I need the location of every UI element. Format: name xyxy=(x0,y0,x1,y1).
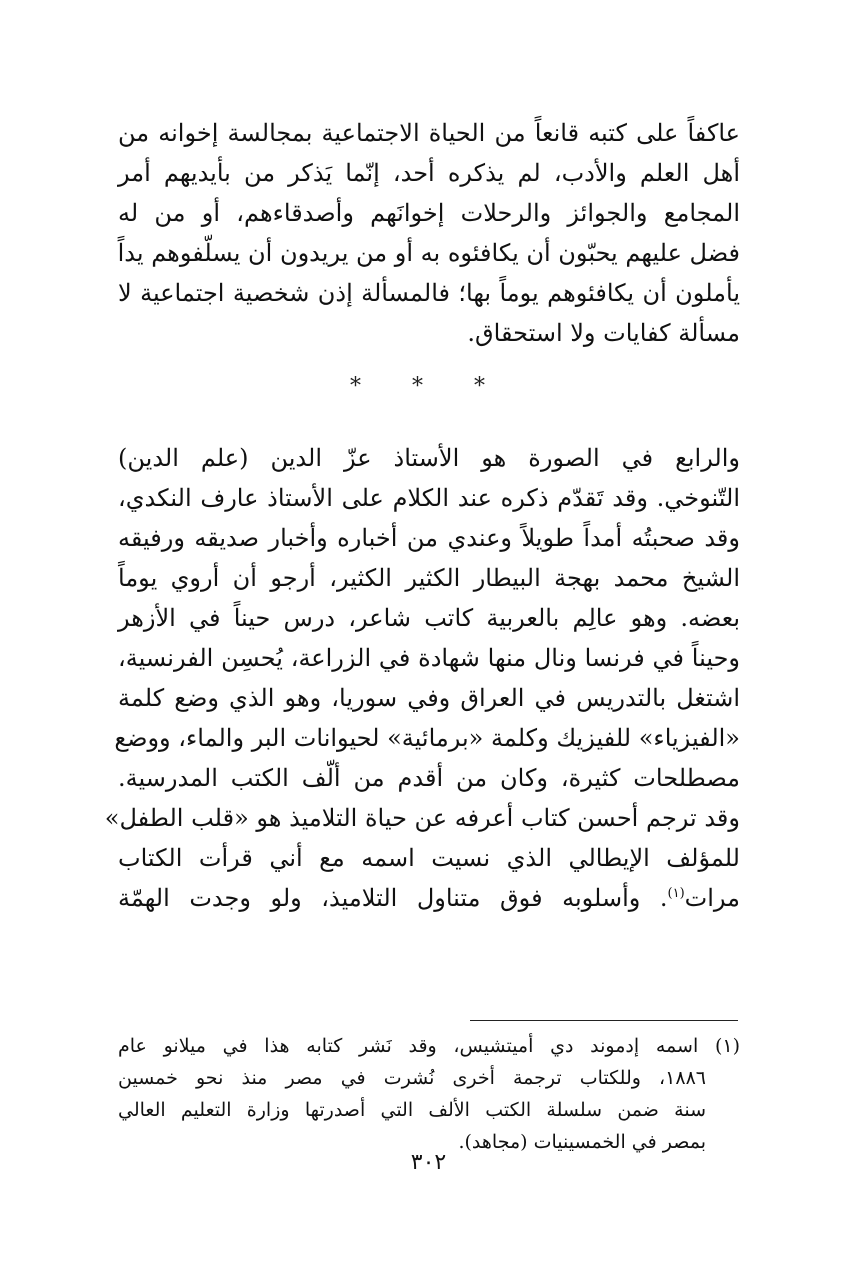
text-line: وقد ترجم أحسن كتاب أعرفه عن حياة التلاميذ هو «قلب الطفل» xyxy=(104,804,740,832)
page-number: ٣٠٢ xyxy=(410,1150,447,1175)
text-line: والرابع في الصورة هو الأستاذ عزّ الدين (علم الدين) xyxy=(118,444,740,472)
text-fragment: . وأسلوبه فوق متناول التلاميذ، ولو وجدت الهمّة xyxy=(118,884,668,912)
text-line: يأملون أن يكافئوهم يوماً بها؛ فالمسألة إذن شخصية اجتماعية لا xyxy=(118,279,740,307)
text-line: الشيخ محمد بهجة البيطار الكثير الكثير، أرجو أن أروي يوماً xyxy=(118,564,740,592)
footnote xyxy=(118,1030,740,1158)
text-line: عاكفاً على كتبه قانعاً من الحياة الاجتماعية بمجالسة إخوانه من xyxy=(118,119,740,147)
text-line: المجامع والجوائز والرحلات إخوانَهم وأصدقاءهم، أو من له xyxy=(118,199,740,227)
paragraph-1 xyxy=(118,113,740,353)
text-line: أهل العلم والأدب، لم يذكره أحد، إنّما يَذكر من بأيديهم أمر xyxy=(118,159,740,187)
footnote-line: (١) اسمه إدموند دي أميتشيس، وقد نَشر كتابه هذا في ميلانو عام xyxy=(118,1035,740,1057)
footnote-line: بمصر في الخمسينيات (مجاهد). xyxy=(458,1131,706,1153)
section-separator: * * * xyxy=(350,374,507,399)
text-line: وحيناً في فرنسا ونال منها شهادة في الزراعة، يُحسِن الفرنسية، xyxy=(118,644,740,672)
footnote-reference: (١) xyxy=(667,886,685,901)
text-fragment: مرات xyxy=(684,884,740,912)
text-line: مصطلحات كثيرة، وكان من أقدم من ألّف الكتب المدرسية. xyxy=(118,764,740,792)
text-line-with-footnote xyxy=(118,878,740,918)
text-line: للمؤلف الإيطالي الذي نسيت اسمه مع أني قرأت الكتاب xyxy=(118,844,740,872)
text-line: وقد صحبتُه أمداً طويلاً وعندي من أخباره وأخبار صديقه ورفيقه xyxy=(118,524,740,552)
footnote-line: ١٨٨٦، وللكتاب ترجمة أخرى نُشرت في مصر منذ نحو خمسين xyxy=(118,1067,706,1089)
text-line: التّنوخي. وقد تَقدّم ذكره عند الكلام على الأستاذ عارف النكدي، xyxy=(118,484,740,512)
text-line: اشتغل بالتدريس في العراق وفي سوريا، وهو الذي وضع كلمة xyxy=(118,684,740,712)
text-line: بعضه. وهو عالِم بالعربية كاتب شاعر، درس حيناً في الأزهر xyxy=(118,604,740,632)
paragraph-2 xyxy=(104,438,740,918)
text-line: مسألة كفايات ولا استحقاق. xyxy=(467,319,740,347)
text-line: «الفيزياء» للفيزيك وكلمة «برمائية» لحيوانات البر والماء، ووضع xyxy=(114,724,740,752)
footnote-line: سنة ضمن سلسلة الكتب الألف التي أصدرتها وزارة التعليم العالي xyxy=(118,1099,706,1121)
text-line: فضل عليهم يحبّون أن يكافئوه به أو من يريدون أن يسلّفوهم يداً xyxy=(117,239,740,267)
footnote-divider xyxy=(470,1020,738,1021)
